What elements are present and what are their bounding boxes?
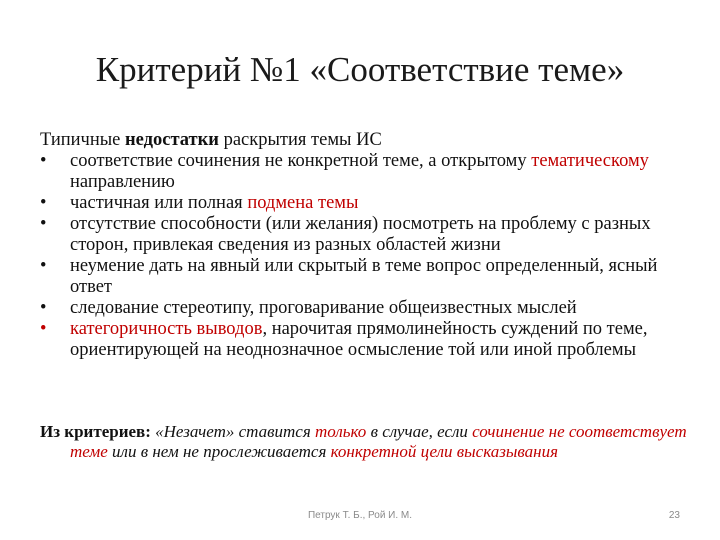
criteria-highlight-1: только <box>315 422 367 441</box>
footer-author: Петрук Т. Б., Рой И. М. <box>307 510 413 521</box>
bullet-text: частичная или полная <box>70 193 248 213</box>
bullet-highlight: подмена темы <box>247 193 359 213</box>
bullet-highlight: тематическому <box>531 151 649 171</box>
bullet-marker: • <box>40 298 47 318</box>
bullet-item-4 <box>40 256 685 298</box>
bullet-text: следование стереотипу, проговаривание общеизвестных мыслей <box>70 298 577 318</box>
bullet-marker: • <box>40 214 47 234</box>
page-number: 23 <box>668 510 680 521</box>
bullet-list <box>40 151 685 361</box>
criteria-text-3: или в нем не прослеживается <box>107 442 331 461</box>
criteria-note <box>40 422 710 462</box>
criteria-text-2: в случае, если <box>366 422 473 441</box>
intro-bold: недостатки <box>125 130 219 150</box>
bullet-item-2 <box>40 193 685 214</box>
criteria-label: Из критериев: <box>40 422 151 441</box>
bullet-marker: • <box>40 151 47 171</box>
slide-title: Критерий №1 «Соответствие теме» <box>95 50 625 89</box>
bullet-text-tail: направлению <box>70 172 175 192</box>
bullet-item-3 <box>40 214 685 256</box>
bullet-marker: • <box>40 319 47 339</box>
bullet-text: неумение дать на явный или скрытый в теме вопрос определенный, ясный ответ <box>70 256 658 297</box>
intro-suffix: раскрытия темы ИС <box>218 130 382 150</box>
bullet-item-6 <box>40 319 685 361</box>
bullet-text-tail: , нарочитая прямолинейность суждений по теме, ориентирующей на неоднозначное осмысление той или иной проблемы <box>70 319 648 360</box>
bullet-item-1 <box>40 151 685 193</box>
content-block <box>40 130 685 361</box>
criteria-highlight-2: сочинение не соответствует теме <box>70 422 687 461</box>
bullet-highlight: категоричность выводов <box>70 319 263 339</box>
intro-line <box>40 130 685 151</box>
bullet-text: соответствие сочинения не конкретной теме, а открытому <box>70 151 532 171</box>
bullet-marker: • <box>40 193 47 213</box>
bullet-text: отсутствие способности (или желания) посмотреть на проблему с разных сторон, привлекая сведения из разных областей жизни <box>70 214 651 255</box>
criteria-text-1: «Незачет» ставится <box>150 422 315 441</box>
intro-prefix: Типичные <box>40 130 126 150</box>
bullet-marker: • <box>40 256 47 276</box>
bullet-item-5 <box>40 298 685 319</box>
criteria-highlight-3: конкретной цели высказывания <box>330 442 559 461</box>
